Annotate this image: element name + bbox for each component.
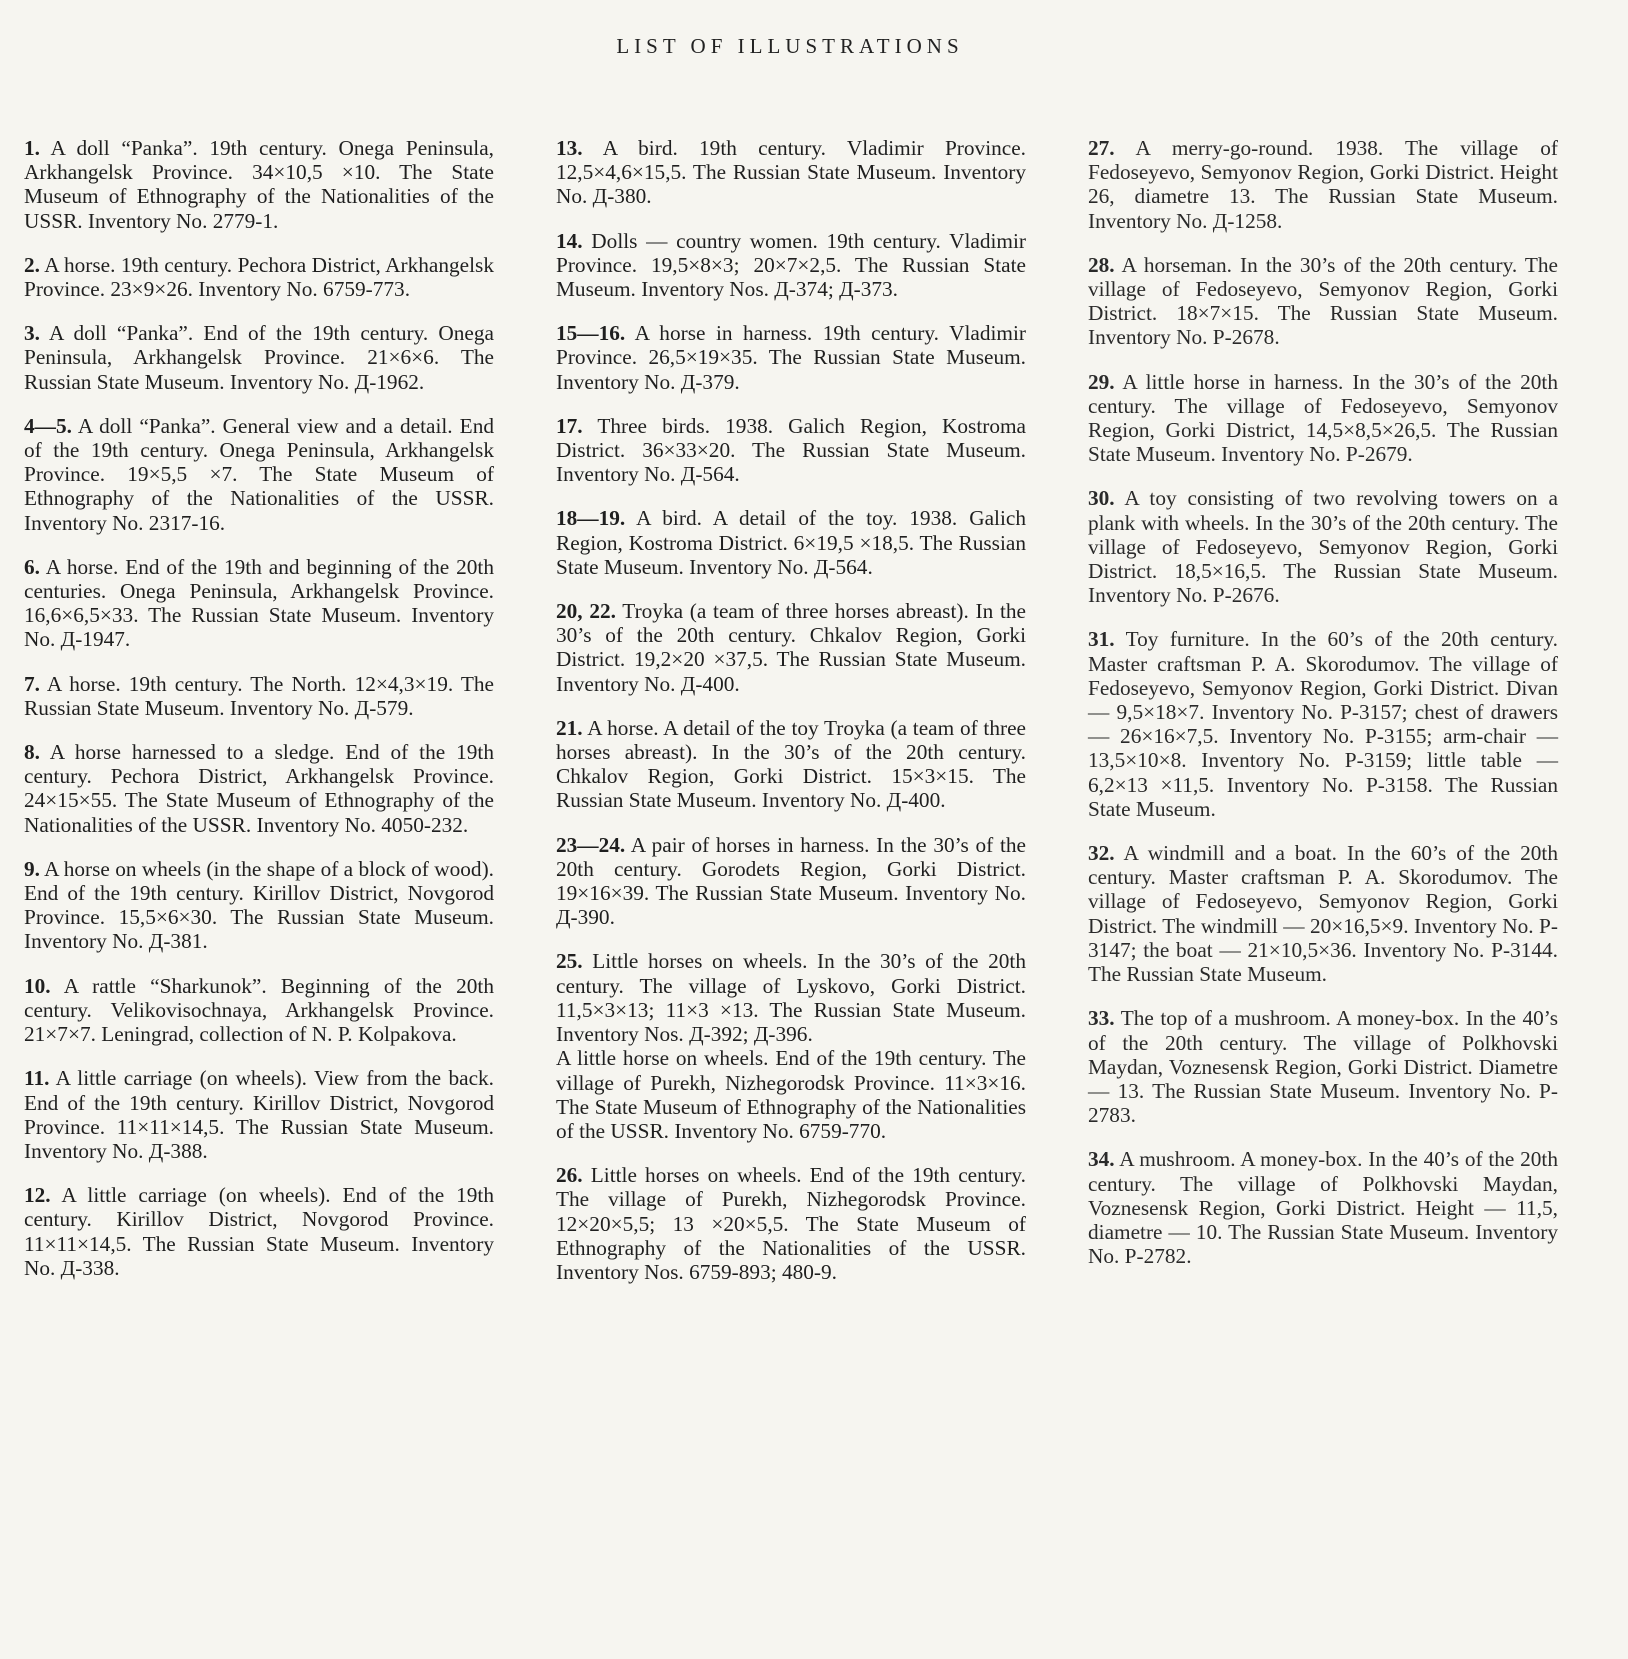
item-number: 32. [1088, 841, 1115, 866]
item-text: A horseman. In the 30’s of the 20th century. The village of Fedoseyevo, Semyonov Region, Gorki District. 18×7×15. The Russian State Museum. Inventory No. P-2678. [1088, 252, 1558, 350]
item-text: A mushroom. A money-box. In the 40’s of the 20th century. The village of Polkhovski Maydan, Voznesensk Region, Gorki District. Height — 11,5, diametre — 10. The Russian State Museum. Inventory No. P-2782. [1088, 1147, 1558, 1269]
item-text: A little horse in harness. In the 30’s of the 20th century. The village of Fedoseyevo, Semyonov Region, Gorki District, 14,5×8,5×26,5. The Russian State Museum. Inventory No. P-2679. [1088, 369, 1558, 467]
item-text: A doll “Panka”. General view and a detail. End of the 19th century. Onega Peninsula, Arkhangelsk Province. 19×5,5 ×7. The State Museum of Ethnography of the Nationalities of the USSR. Inventory No. 2317-16. [24, 413, 494, 535]
item-number: 11. [24, 1066, 50, 1091]
item-text: A horse. 19th century. Pechora District, Arkhangelsk Province. 23×9×26. Inventory No. 6759-773. [24, 252, 494, 302]
list-item [1088, 1147, 1558, 1268]
item-number: 23—24. [556, 832, 626, 857]
item-number: 29. [1088, 369, 1115, 394]
item-number: 6. [24, 554, 40, 579]
item-text: A bird. A detail of the toy. 1938. Galich Region, Kostroma District. 6×19,5 ×18,5. The Russian State Museum. Inventory No. Д-564. [556, 506, 1026, 579]
list-item [24, 857, 494, 954]
item-number: 2. [24, 252, 40, 277]
item-text: A horse harnessed to a sledge. End of the 19th century. Pechora District, Arkhangelsk Province. 24×15×55. The State Museum of Ethnography of the Nationalities of the USSR. Inventory No. 4050-232. [24, 740, 494, 837]
item-text: A horse. A detail of the toy Troyka (a team of three horses abreast). In the 30’s of the 20th century. Chkalov Region, Gorki District. 15×3×15. The Russian State Museum. Inventory No. Д-400. [556, 715, 1026, 813]
list-item [1088, 136, 1558, 233]
list-item [556, 229, 1026, 302]
list-item [556, 949, 1026, 1143]
list-item [1088, 1006, 1558, 1127]
item-text: A horse on wheels (in the shape of a block of wood). End of the 19th century. Kirillov District, Novgorod Province. 15,5×6×30. The Russian State Museum. Inventory No. Д-381. [24, 856, 494, 954]
item-text: A windmill and a boat. In the 60’s of the 20th century. Master craftsman P. A. Skorodumov. The village of Fedoseyevo, Semyonov Region, Gorki District. The windmill — 20×16,5×9. Inventory No. P-3147; the boat — 21×10,5×36. Inventory No. P-3144. The Russian State Museum. [1088, 841, 1558, 987]
list-item [24, 321, 494, 394]
item-text: A pair of horses in harness. In the 30’s of the 20th century. Gorodets Region, Gorki District. 19×16×39. The Russian State Museum. Inventory No. Д-390. [556, 832, 1026, 930]
item-text: A bird. 19th century. Vladimir Province. 12,5×4,6×15,5. The Russian State Museum. Inventory No. Д-380. [556, 136, 1026, 209]
list-item [24, 414, 494, 535]
column-2 [556, 136, 1026, 1304]
list-item [556, 506, 1026, 579]
item-number: 18—19. [556, 506, 626, 531]
item-number: 7. [24, 671, 40, 696]
item-text: Toy furniture. In the 60’s of the 20th century. Master craftsman P. A. Skorodumov. The village of Fedoseyevo, Semyonov Region, Gorki District. Divan — 9,5×18×7. Inventory No. P-3157; chest of drawers — 26×16×7,5. Inventory No. P-3155; arm-chair — 13,5×10×8. Inventory No. P-3159; little table — 6,2×13 ×11,5. Inventory No. P-3158. The Russian State Museum. [1088, 627, 1558, 821]
list-item [1088, 627, 1558, 821]
item-number: 12. [24, 1183, 51, 1208]
column-3 [1088, 136, 1558, 1288]
item-text: A horse in harness. 19th century. Vladimir Province. 26,5×19×35. The Russian State Museum. Inventory No. Д-379. [556, 321, 1026, 394]
list-item [556, 136, 1026, 209]
item-number: 4—5. [24, 413, 72, 438]
item-text: A doll “Panka”. End of the 19th century. Onega Peninsula, Arkhangelsk Province. 21×6×6. The Russian State Museum. Inventory No. Д-1962. [24, 321, 494, 394]
list-item [24, 555, 494, 652]
list-item [24, 1066, 494, 1163]
item-number: 15—16. [556, 321, 626, 346]
item-number: 25. [556, 949, 583, 974]
item-text: A toy consisting of two revolving towers on a plank with wheels. In the 30’s of the 20th century. The village of Fedoseyevo, Semyonov Region, Gorki District. 18,5×16,5. The Russian State Museum. Inventory No. P-2676. [1088, 486, 1558, 608]
list-item [556, 414, 1026, 487]
item-number: 26. [556, 1163, 583, 1188]
item-text: The top of a mushroom. A money-box. In the 40’s of the 20th century. The village of Polkhovski Maydan, Voznesensk Region, Gorki District. Diametre — 13. The Russian State Museum. Inventory No. P-2783. [1088, 1006, 1558, 1128]
item-number: 13. [556, 136, 583, 160]
item-number: 3. [24, 321, 40, 346]
item-text: A horse. 19th century. The North. 12×4,3×19. The Russian State Museum. Inventory No. Д-579. [24, 671, 494, 720]
item-number: 14. [556, 228, 583, 253]
list-item [24, 1183, 494, 1280]
item-text: A merry-go-round. 1938. The village of Fedoseyevo, Semyonov Region, Gorki District. Height 26, diametre 13. The Russian State Museum. Inventory No. Д-1258. [1088, 136, 1558, 233]
list-item [1088, 486, 1558, 607]
item-text: A little carriage (on wheels). View from the back. End of the 19th century. Kirillov District, Novgorod Province. 11×11×14,5. The Russian State Museum. Inventory No. Д-388. [24, 1066, 494, 1163]
item-number: 28. [1088, 252, 1115, 277]
list-item [1088, 370, 1558, 467]
item-number: 33. [1088, 1006, 1115, 1031]
item-number: 34. [1088, 1147, 1115, 1172]
item-text: Little horses on wheels. In the 30’s of the 20th century. The village of Lyskovo, Gorki District. 11,5×3×13; 11×3 ×13. The Russian State Museum. Inventory Nos. Д-392; Д-396. [556, 949, 1026, 1047]
list-item [24, 740, 494, 837]
item-number: 27. [1088, 136, 1115, 160]
item-text: Troyka (a team of three horses abreast). In the 30’s of the 20th century. Chkalov Region, Gorki District. 19,2×20 ×37,5. The Russian State Museum. Inventory No. Д-400. [556, 599, 1026, 696]
list-item [24, 672, 494, 720]
item-number: 30. [1088, 486, 1115, 511]
item-text: A horse. End of the 19th and beginning of the 20th centuries. Onega Peninsula, Arkhangelsk Province. 16,6×6,5×33. The Russian State Museum. Inventory No. Д-1947. [24, 554, 494, 652]
item-subtext: A little horse on wheels. End of the 19th century. The village of Purekh, Nizhegorodsk Province. 11×3×16. The State Museum of Ethnography of the Nationalities of the USSR. Inventory No. 6759-770. [556, 1046, 1026, 1143]
item-text: Three birds. 1938. Galich Region, Kostroma District. 36×33×20. The Russian State Museum. Inventory No. Д-564. [556, 413, 1026, 487]
list-item [556, 321, 1026, 394]
item-text: Little horses on wheels. End of the 19th century. The village of Purekh, Nizhegorodsk Province. 12×20×5,5; 13 ×20×5,5. The State Museum of Ethnography of the Nationalities of the USSR. Inventory Nos. 6759-893; 480-9. [556, 1163, 1026, 1284]
list-item [24, 253, 494, 301]
list-item [556, 1163, 1026, 1284]
item-text: Dolls — country women. 19th century. Vladimir Province. 19,5×8×3; 20×7×2,5. The Russian State Museum. Inventory Nos. Д-374; Д-373. [556, 228, 1026, 302]
item-text: A little carriage (on wheels). End of the 19th century. Kirillov District, Novgorod Province. 11×11×14,5. The Russian State Museum. Inventory No. Д-338. [24, 1183, 494, 1280]
list-item [556, 833, 1026, 930]
list-item [556, 716, 1026, 813]
item-number: 1. [24, 136, 40, 160]
list-item [1088, 253, 1558, 350]
item-number: 10. [24, 973, 51, 998]
list-item [24, 974, 494, 1047]
item-text: A doll “Panka”. 19th century. Onega Peninsula, Arkhangelsk Province. 34×10,5 ×10. The State Museum of Ethnography of the Nationalities of the USSR. Inventory No. 2779-1. [24, 136, 494, 233]
item-number: 8. [24, 740, 40, 765]
page-title: LIST OF ILLUSTRATIONS [616, 34, 964, 58]
item-number: 20, 22. [556, 599, 616, 624]
column-1 [24, 136, 494, 1300]
item-text: A rattle “Sharkunok”. Beginning of the 20th century. Velikovisochnaya, Arkhangelsk Province. 21×7×7. Leningrad, collection of N. P. Kolpakova. [24, 973, 494, 1047]
item-number: 31. [1088, 627, 1115, 652]
item-number: 21. [556, 715, 583, 740]
item-number: 9. [24, 856, 40, 881]
item-number: 17. [556, 413, 583, 438]
list-item [556, 599, 1026, 696]
list-item [1088, 841, 1558, 986]
list-item [24, 136, 494, 233]
